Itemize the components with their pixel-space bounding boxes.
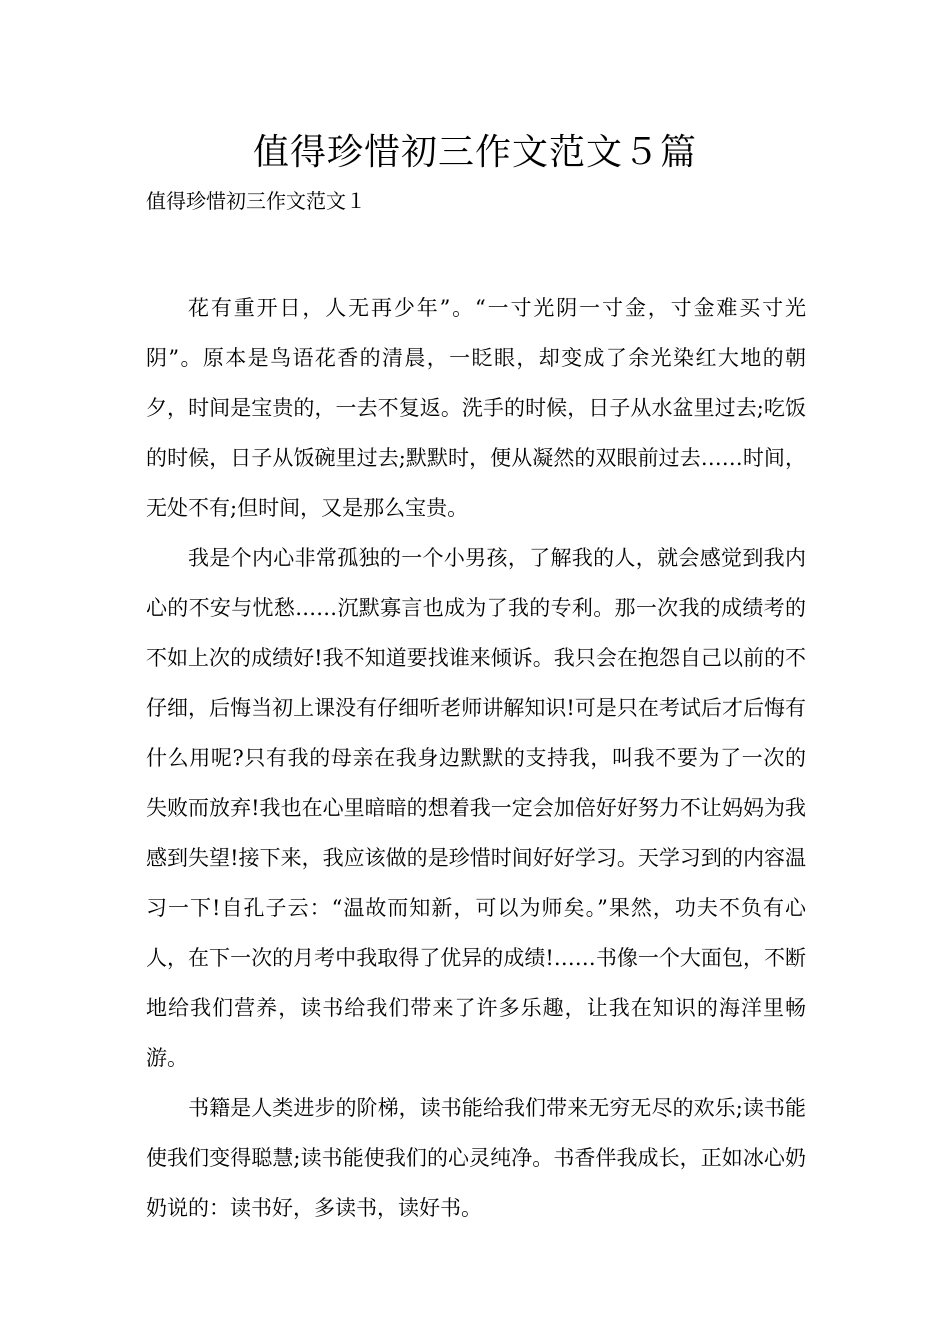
paragraph: 书籍是人类进步的阶梯，读书能给我们带来无穷无尽的欢乐;读书能使我们变得聪慧;读书能使我们的心灵纯净。书香伴我成长，正如冰心奶奶说的：读书好，多读书，读好书。 [146,1096,806,1220]
paragraph: 我是个内心非常孤独的一个小男孩，了解我的人，就会感觉到我内心的不安与忧愁……沉默寡言也成为了我的专利。那一次我的成绩考的不如上次的成绩好!我不知道要找谁来倾诉。我只会在抱怨自己以前的不仔细，后悔当初上课没有仔细听老师讲解知识!可是只在考试后才后悔有什么用呢?只有我的母亲在我身边默默的支持我，叫我不要为了一次的失败而放弃!我也在心里暗暗的想着我一定会加倍好好努力不让妈妈为我感到失望!接下来，我应该做的是珍惜时间好好学习。天学习到的内容温习一下!自孔子云：“温故而知新，可以为师矣。”果然，功夫不负有心人，在下一次的月考中我取得了优异的成绩!……书像一个大面包，不断地给我们营养，读书给我们带来了许多乐趣，让我在知识的海洋里畅游。 [146,546,806,1070]
document-body [146,283,806,1233]
paragraph: 花有重开日，人无再少年”。“一寸光阴一寸金，寸金难买寸光阴”。原本是鸟语花香的清晨，一眨眼，却变成了余光染红大地的朝夕，时间是宝贵的，一去不复返。洗手的时候，日子从水盆里过去;吃饭的时候，日子从饭碗里过去;默默时，便从凝然的双眼前过去……时间，无处不有;但时间，又是那么宝贵。 [146,296,806,520]
section-heading: 值得珍惜初三作文范文１ [146,189,366,213]
document-title: 值得珍惜初三作文范文５篇 [252,132,697,173]
